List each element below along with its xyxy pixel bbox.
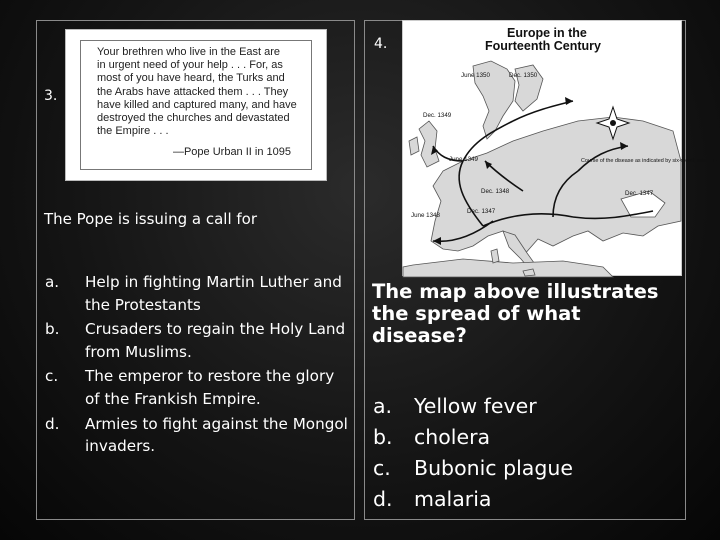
map-legend-text: Course of the disease as indicated by six-month intervals — [581, 158, 718, 164]
plague-map-image — [402, 20, 718, 276]
quote-line: most of you have heard, the Turks and — [97, 72, 285, 85]
option-d[interactable] — [45, 413, 350, 458]
sardinia-shape — [491, 249, 499, 263]
option-b[interactable] — [373, 422, 673, 453]
arrow-head — [565, 97, 573, 105]
option-text: Yellow fever — [414, 394, 537, 418]
question-4-number: 4. — [374, 36, 388, 52]
map-label: June 1350 — [461, 72, 490, 79]
quote-line: Your brethren who live in the East are — [97, 46, 281, 58]
option-letter: a. — [45, 273, 60, 291]
option-letter: c. — [373, 456, 391, 480]
option-text: cholera — [414, 425, 491, 449]
map-title-line1: Europe in the — [507, 26, 587, 40]
option-letter: b. — [45, 320, 60, 339]
map-label: Dec. 1350 — [509, 72, 538, 79]
option-letter: d. — [373, 487, 393, 511]
quote-attribution: —Pope Urban II in 1095 — [172, 146, 291, 159]
option-text: The emperor to restore the glory of the Frankish Empire. — [85, 367, 335, 408]
land-masses — [403, 61, 681, 277]
map-label: June 1349 — [449, 156, 478, 163]
quote-line: the Empire . . . — [97, 125, 169, 138]
quote-line: have killed and captured many, and have — [97, 98, 297, 111]
option-letter: d. — [45, 414, 60, 433]
quote-line: in urgent need of your help . . . For, as — [97, 59, 283, 72]
option-c[interactable] — [373, 453, 673, 484]
option-a[interactable] — [373, 391, 673, 422]
question-4-prompt: The map above illustrates the spread of what disease? — [372, 280, 659, 347]
map-label: Dec. 1347 — [467, 208, 496, 215]
britain-shape — [419, 121, 439, 167]
option-c[interactable] — [45, 365, 350, 410]
option-letter: b. — [373, 425, 393, 449]
option-text: Armies to fight against the Mongol invaders. — [85, 414, 348, 456]
option-letter: a. — [373, 394, 393, 418]
option-d[interactable] — [373, 484, 673, 515]
option-text: Bubonic plague — [414, 456, 573, 480]
option-text: malaria — [414, 487, 492, 511]
question-3-options — [45, 271, 350, 460]
option-b[interactable] — [45, 318, 350, 363]
map-graphic — [403, 21, 718, 277]
question-3-prompt: The Pope is issuing a call for — [44, 210, 258, 228]
north-africa-shape — [403, 259, 613, 277]
question-4-options — [373, 391, 673, 515]
map-label: Dec. 1349 — [423, 112, 452, 119]
quote-line: destroyed the churches and devastated — [97, 112, 290, 125]
option-a[interactable] — [45, 271, 350, 316]
option-text: Help in fighting Martin Luther and the Protestants — [85, 273, 342, 314]
map-label: Dec. 1348 — [481, 188, 510, 195]
ireland-shape — [409, 137, 419, 155]
quote-frame — [80, 40, 312, 170]
map-label: June 1348 — [411, 212, 440, 219]
quote-image — [65, 29, 327, 181]
map-label: Dec. 1347 — [625, 190, 654, 197]
quote-line: the Arabs have attacked them . . . They — [97, 85, 289, 98]
option-text: Crusaders to regain the Holy Land from Muslims. — [85, 320, 346, 361]
option-letter: c. — [45, 367, 59, 386]
question-3-number: 3. — [44, 88, 58, 104]
map-title-line2: Fourteenth Century — [485, 39, 601, 53]
